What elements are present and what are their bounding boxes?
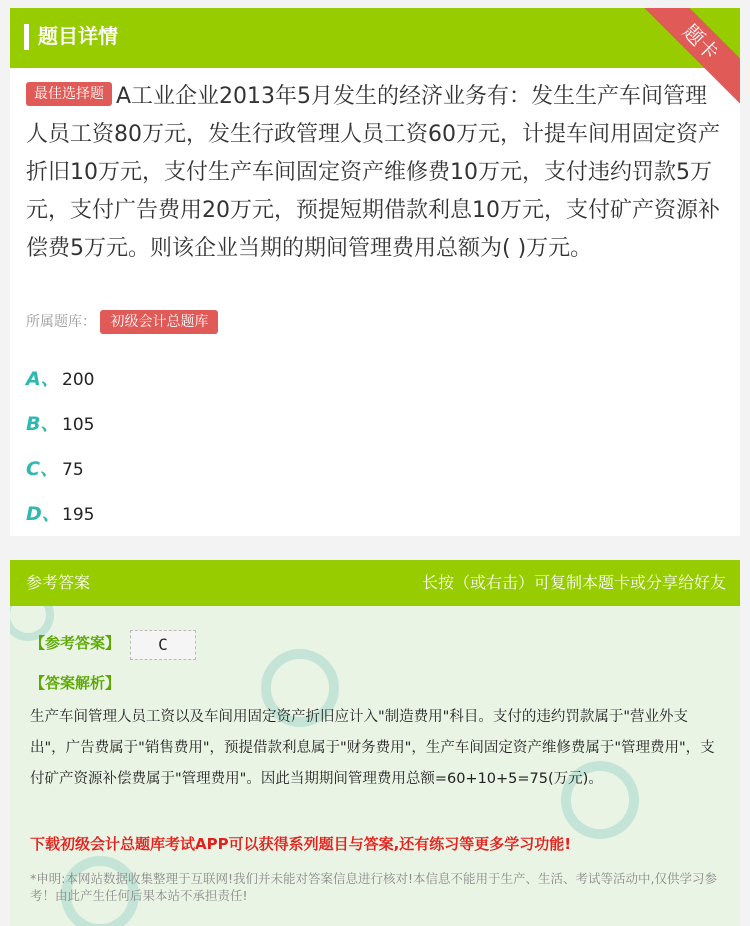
option-value: 105	[62, 415, 95, 435]
option-letter: D、	[26, 503, 61, 525]
bank-tag[interactable]: 初级会计总题库	[100, 310, 218, 334]
question-text: A工业企业2013年5月发生的经济业务有：发生生产车间管理人员工资80万元，发生行政管理人员工资60万元，计提车间用固定资产折旧10万元，支付生产车间固定资产维修费10万元，支付违约罚款5万元，支付广告费用20万元，预提短期借款利息10万元，支付矿产资源补偿费5万元。则该企业当期的期间管理费用总额为( )万元。	[26, 84, 720, 261]
option-b[interactable]	[26, 411, 94, 438]
answer-header	[10, 560, 740, 606]
question-bank-row	[26, 310, 218, 334]
option-letter: B、	[26, 413, 60, 435]
option-c[interactable]	[26, 456, 84, 483]
share-hint: 长按（或右击）可复制本题卡或分享给好友	[421, 573, 726, 592]
question-type-tag: 最佳选择题	[26, 82, 112, 106]
analysis-label: 【答案解析】	[30, 674, 121, 692]
reference-answer-image: C	[130, 630, 196, 660]
card-title: 题目详情	[38, 24, 118, 48]
header-accent-bar	[24, 24, 29, 50]
option-letter: A、	[26, 368, 60, 390]
disclaimer-text: *申明:本网站数据收集整理于互联网!我们并未能对答案信息进行核对!本信息不能用于生产、生活、考试等活动中,仅供学习参考！由此产生任何后果本站不承担责任!	[30, 871, 717, 903]
analysis-text: 生产车间管理人员工资以及车间用固定资产折旧应计入"制造费用"科目。支付的违约罚款属于"营业外支出"，广告费属于"销售费用"，预提借款利息属于"财务费用"，生产车间固定资产维修费属于"管理费用"，支付矿产资源补偿费属于"管理费用"。因此当期期间管理费用总额=60+10+5=75(万元)。	[30, 709, 715, 787]
app-promo-link[interactable]: 下载初级会计总题库考试APP可以获得系列题目与答案,还有练习等更多学习功能!	[30, 835, 572, 853]
question-card	[10, 8, 740, 536]
reference-answer-label: 【参考答案】	[30, 634, 121, 652]
question-body	[26, 78, 728, 268]
option-a[interactable]	[26, 366, 94, 393]
bank-label: 所属题库：	[26, 314, 96, 330]
option-value: 200	[62, 370, 95, 390]
option-d[interactable]	[26, 501, 94, 528]
card-header	[10, 8, 740, 68]
answer-section	[10, 560, 740, 926]
option-value: 75	[62, 460, 84, 480]
option-letter: C、	[26, 458, 59, 480]
answer-header-title: 参考答案	[26, 573, 91, 592]
corner-ribbon: 题卡	[630, 8, 740, 113]
option-value: 195	[62, 505, 95, 525]
